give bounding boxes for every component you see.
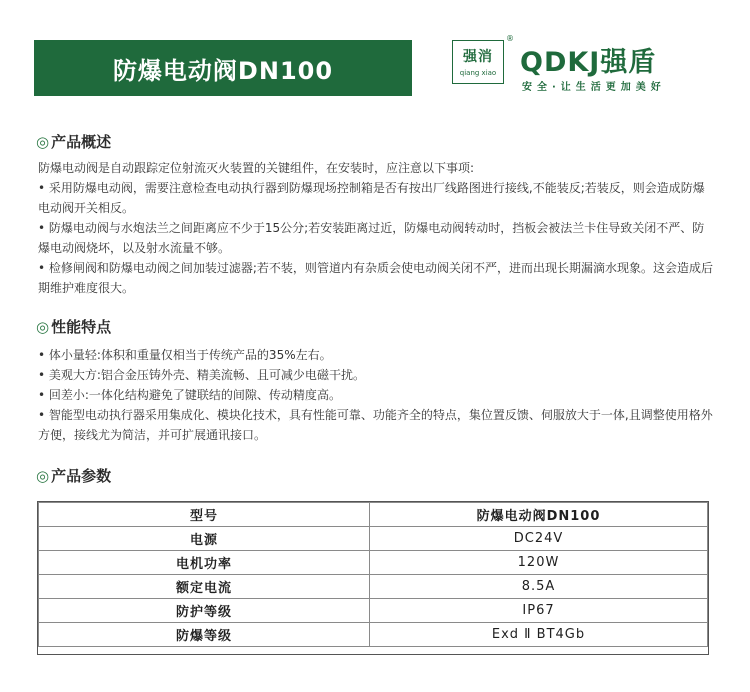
logo-badge-pinyin: qiang xiao	[459, 69, 497, 77]
feature-line: • 回差小:一体化结构避免了键联结的间隙、传动精度高。	[38, 388, 341, 402]
section-title-features	[36, 316, 111, 337]
table-row	[39, 527, 708, 551]
page-title: 防爆电动阀DN100	[112, 56, 334, 85]
section-title-overview	[36, 131, 111, 152]
table-row	[39, 623, 708, 647]
table-cell-label: 电源	[39, 527, 370, 551]
table-row	[39, 551, 708, 575]
table-cell-label: 额定电流	[39, 575, 370, 599]
logo-brand-name: QDKJ强盾	[520, 47, 657, 78]
feature-line: • 美观大方:铝合金压铸外壳、精美流畅、且可减少电磁干扰。	[38, 368, 365, 382]
table-row	[39, 575, 708, 599]
overview-line: • 检修闸阀和防爆电动阀之间加装过滤器;若不装，则管道内有杂质会使电动阀关闭不严，进而出现长期漏滴水现象。这会造成后期维护难度很大。	[38, 261, 713, 295]
table-cell-label: 型号	[39, 503, 370, 527]
overview-line: 防爆电动阀是自动跟踪定位射流灭火装置的关键组件，在安装时，应注意以下事项:	[38, 161, 475, 175]
overview-line: • 采用防爆电动阀，需要注意检查电动执行器到防爆现场控制箱是否有按出厂线路图进行接线,不能装反;若装反，则会造成防爆电动阀开关相反。	[38, 181, 705, 215]
table-row	[39, 503, 708, 527]
registered-mark: ®	[506, 34, 514, 43]
table-cell-value: 120W	[370, 551, 708, 575]
section-heading: 产品概述	[51, 133, 112, 151]
page-title-banner	[34, 40, 412, 96]
spec-table	[38, 502, 708, 647]
section-heading: 产品参数	[51, 467, 112, 485]
overview-line: • 防爆电动阀与水炮法兰之间距离应不少于15公分;若安装距离过近，防爆电动阀转动时，挡板会被法兰卡住导致关闭不严、防爆电动阀烧坏，以及射水流量不够。	[38, 221, 705, 255]
table-cell-value: IP67	[370, 599, 708, 623]
table-cell-value: Exd Ⅱ BT4Gb	[370, 623, 708, 647]
table-cell-value: DC24V	[370, 527, 708, 551]
section-marker-icon: ◎	[36, 318, 50, 336]
table-cell-label: 防护等级	[39, 599, 370, 623]
table-row	[39, 599, 708, 623]
logo-slogan: 安全·让生活更加美好	[522, 82, 666, 93]
logo-badge	[452, 40, 504, 84]
feature-line: • 体小量轻:体积和重量仅相当于传统产品的35%左右。	[38, 348, 332, 362]
section-heading: 性能特点	[51, 318, 112, 336]
section-marker-icon: ◎	[36, 467, 50, 485]
brand-logo	[452, 34, 722, 96]
section-marker-icon: ◎	[36, 133, 50, 151]
table-cell-label: 防爆等级	[39, 623, 370, 647]
table-cell-label: 电机功率	[39, 551, 370, 575]
table-cell-value: 防爆电动阀DN100	[370, 503, 708, 527]
features-text	[38, 345, 714, 445]
section-title-params	[36, 465, 111, 486]
feature-line: • 智能型电动执行器采用集成化、模块化技术，具有性能可靠、功能齐全的特点，集位置反馈、伺服放大于一体,且调整使用格外方便，接线尤为简洁，并可扩展通讯接口。	[38, 408, 713, 442]
table-cell-value: 8.5A	[370, 575, 708, 599]
overview-text	[38, 158, 714, 298]
logo-badge-text: 强消	[463, 49, 493, 65]
